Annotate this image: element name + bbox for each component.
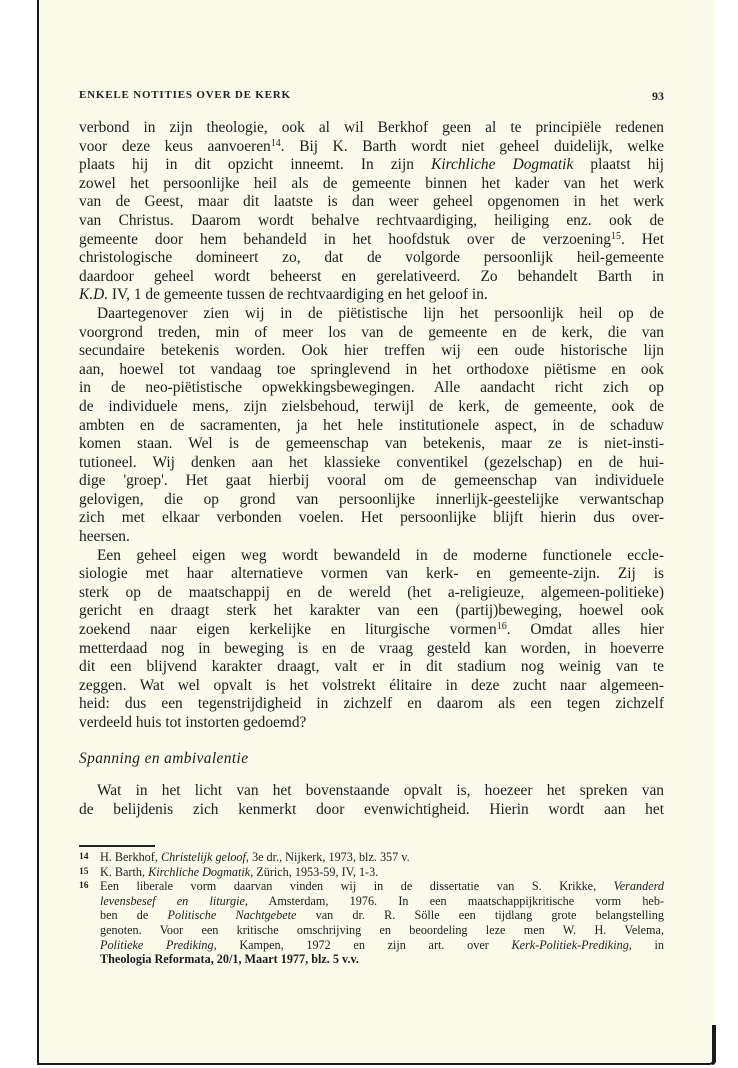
text-line xyxy=(79,193,664,212)
italic-text: Kirchliche Dogmatik xyxy=(148,864,251,879)
text-line xyxy=(79,417,664,436)
text-span: . Het xyxy=(620,230,664,248)
text-span: . Omdat alles hier xyxy=(506,621,664,639)
text-span: christologische domineert zo, dat de volgorde persoonlijk heil-gemeente xyxy=(79,249,664,267)
text-span: zich met elkaar verbonden voelen. Het persoonlijke blijft hierin dus over- xyxy=(79,509,664,527)
text-span: IV, 1 de gemeente tussen de rechtvaardiging en het geloof in. xyxy=(108,286,488,304)
footnote-reference: 14 xyxy=(270,137,281,149)
text-span: van de Geest, maar dit laatste is dan weer geheel opgenomen in het werk xyxy=(79,193,664,211)
text-span: Wat in het licht van het bovenstaande opvalt is, hoezeer het spreken van xyxy=(97,782,664,800)
text-line xyxy=(100,908,664,923)
running-header xyxy=(79,89,664,101)
text-line xyxy=(79,801,664,820)
text-span: . Bij K. Barth wordt niet geheel duidelijk, welke xyxy=(280,137,664,155)
text-line xyxy=(79,435,664,454)
text-line xyxy=(79,547,664,566)
text-line xyxy=(79,658,664,677)
text-span: heid: dus een tegenstrijdigheid in zichzelf en daarom als een tegen zichzelf xyxy=(79,695,664,713)
text-span: Een liberale vorm daarvan vinden wij in de dissertatie van S. Krikke, xyxy=(100,879,614,894)
text-span: dige 'groep'. Het gaat hierbij vooral om de gemeenschap van individuele xyxy=(79,472,664,490)
italic-text: K.D. xyxy=(79,286,109,304)
text-span: de individuele mens, zijn zielsbehoud, terwijl de kerk, de gemeente, ook de xyxy=(79,397,664,415)
italic-text: Politieke Prediking xyxy=(100,937,214,952)
text-span: van Christus. Daarom wordt behalve rechtvaardiging, heiliging enz. ook de xyxy=(79,211,664,229)
text-span: , Amsterdam, 1976. In een maatschappijkritische vorm heb- xyxy=(244,893,664,908)
text-line xyxy=(79,454,664,473)
text-span: in de neo-piëtistische opwekkingsbewegingen. Alle aandacht richt zich op xyxy=(79,379,664,397)
text-line xyxy=(79,398,664,417)
italic-text: levensbesef en liturgie xyxy=(100,893,245,908)
text-span: Theologia Reformata, 20/1, Maart 1977, blz. 5 v.v. xyxy=(100,952,359,967)
text-line xyxy=(79,472,664,491)
paragraph xyxy=(79,782,664,819)
text-line xyxy=(100,894,664,909)
text-span: genoten. Voor een kritische omschrijving en beoordeling leze men W. H. Velema, xyxy=(100,922,664,937)
text-line xyxy=(79,342,664,361)
text-span: aan, hoewel tot vandaag toe springlevend in het orthodoxe piëtisme en ook xyxy=(79,360,664,378)
text-line xyxy=(79,119,664,138)
text-line xyxy=(79,231,664,250)
text-span: van dr. R. Sölle een tijdlang grote belangstelling xyxy=(296,908,664,923)
text-span: voor deze keus aanvoeren xyxy=(79,137,271,155)
italic-text: Kirchliche Dogmatik xyxy=(431,156,574,174)
text-span: daardoor geheel wordt beheerst en gerelativeerd. Zo behandelt Barth in xyxy=(79,267,664,285)
text-span: plaats hij in dit opzicht inneemt. In zijn xyxy=(79,156,432,174)
text-span: ben de xyxy=(100,908,168,923)
text-span: verbond in zijn theologie, ook al wil Berkhof geen al te principiële redenen xyxy=(79,119,664,136)
text-span: secundaire betekenis worden. Ook hier treffen wij een oude historische lijn xyxy=(79,342,664,360)
text-line xyxy=(79,268,664,287)
page-edge-shadow xyxy=(712,1025,716,1065)
footnote-separator xyxy=(79,845,155,847)
text-span: K. Barth, xyxy=(100,864,149,879)
text-span: zowel het persoonlijke heil als de gemeente binnen het kader van het werk xyxy=(79,174,664,192)
italic-text: Politische Nachtgebete xyxy=(167,908,297,923)
text-line xyxy=(79,361,664,380)
running-title: ENKELE NOTITIES OVER DE KERK xyxy=(79,89,291,101)
text-line xyxy=(79,286,664,305)
text-line xyxy=(79,640,664,659)
text-span: H. Berkhof, xyxy=(100,850,161,864)
text-line xyxy=(79,714,664,733)
text-span: Daartegenover zien wij in de piëtistische lijn het persoonlijk heil op de xyxy=(97,304,664,322)
italic-text: Christelijk geloof xyxy=(160,850,246,864)
text-line xyxy=(79,509,664,528)
text-span: sterk op de maatschappij en de wereld (het a-religieuze, algemeen-politieke) xyxy=(79,583,664,601)
text-line xyxy=(79,324,664,343)
text-span: verdeeld huis tot instorten gedoemd? xyxy=(79,714,307,731)
text-line xyxy=(100,850,664,865)
text-span: plaatst hij xyxy=(573,156,664,174)
text-line xyxy=(100,938,664,953)
text-line xyxy=(79,695,664,714)
text-line xyxy=(79,379,664,398)
body-text xyxy=(79,119,664,819)
text-line xyxy=(79,621,664,640)
footnote-number: 15 xyxy=(79,866,89,877)
text-span: metterdaad nog in beweging is en de vraag gesteld kan worden, in hoeverre xyxy=(79,639,664,657)
footnote-reference: 15 xyxy=(610,230,621,242)
text-line xyxy=(79,584,664,603)
italic-text: Veranderd xyxy=(613,879,664,894)
text-span: , in xyxy=(628,937,664,952)
text-line xyxy=(79,602,664,621)
text-line xyxy=(79,156,664,175)
footnote-reference: 16 xyxy=(496,621,507,633)
text-line xyxy=(79,491,664,510)
italic-text: Kerk-Politiek-Prediking xyxy=(511,937,629,952)
text-span: de belijdenis zich kenmerkt door evenwichtigheid. Hierin wordt aan het xyxy=(79,800,664,818)
text-line xyxy=(79,305,664,324)
text-line xyxy=(100,865,664,880)
footnotes xyxy=(79,850,664,967)
text-span: heersen. xyxy=(79,528,130,546)
page-number: 93 xyxy=(652,89,664,103)
paragraph xyxy=(79,119,664,305)
text-span: siologie met haar alternatieve vormen van kerk- en gemeente-zijn. Zij is xyxy=(79,565,664,583)
text-span: zoekend naar eigen kerkelijke en liturgische vormen xyxy=(79,621,497,639)
text-line xyxy=(100,923,664,938)
text-line xyxy=(100,879,664,894)
text-span: dit een blijvend karakter draagt, valt er in dit stadium nog weinig van te xyxy=(79,658,664,676)
text-span: , 3e dr., Nijkerk, 1973, blz. 357 v. xyxy=(245,850,410,864)
text-span: komen staan. Wel is de gemeenschap van betekenis, maar ze is niet-insti- xyxy=(79,435,664,453)
text-span: tutioneel. Wij denken aan het klassieke conventikel (gezelschap) en de hui- xyxy=(79,453,664,471)
text-span: ambten en de sacramenten, ja het hele institutionele aspect, in de schaduw xyxy=(79,416,664,434)
text-line xyxy=(79,212,664,231)
paragraph xyxy=(79,305,664,547)
text-line xyxy=(79,528,664,547)
footnote xyxy=(79,879,664,967)
text-span: , Kampen, 1972 en zijn art. over xyxy=(213,937,512,952)
text-span: gemeente door hem behandeld in het hoofdstuk over de verzoening xyxy=(79,230,611,248)
text-span: gericht en draagt sterk het karakter van een (partij)beweging, hoewel ook xyxy=(79,602,664,620)
text-span: , Zürich, 1953-59, IV, 1-3. xyxy=(250,864,379,879)
text-line xyxy=(79,565,664,584)
footnote-number: 14 xyxy=(79,852,89,862)
footnote xyxy=(79,865,664,880)
footnote xyxy=(79,850,664,865)
text-span: voorgrond treden, min of meer los van de gemeente en de kerk, die van xyxy=(79,323,664,341)
text-span: gelovigen, die op grond van persoonlijke innerlijk-geestelijke verwantschap xyxy=(79,490,664,508)
paragraph xyxy=(79,547,664,733)
text-span: Een geheel eigen weg wordt bewandeld in de moderne functionele eccle- xyxy=(97,546,664,564)
text-line xyxy=(100,952,664,967)
text-line xyxy=(79,249,664,268)
text-line xyxy=(79,138,664,157)
text-span: zeggen. Wat wel opvalt is het volstrekt élitaire in deze zucht naar algemeen- xyxy=(79,676,664,694)
text-line xyxy=(79,782,664,801)
text-line xyxy=(79,175,664,194)
footnote-number: 16 xyxy=(79,881,89,892)
section-heading: Spanning en ambivalentie xyxy=(79,749,249,767)
text-line xyxy=(79,677,664,696)
